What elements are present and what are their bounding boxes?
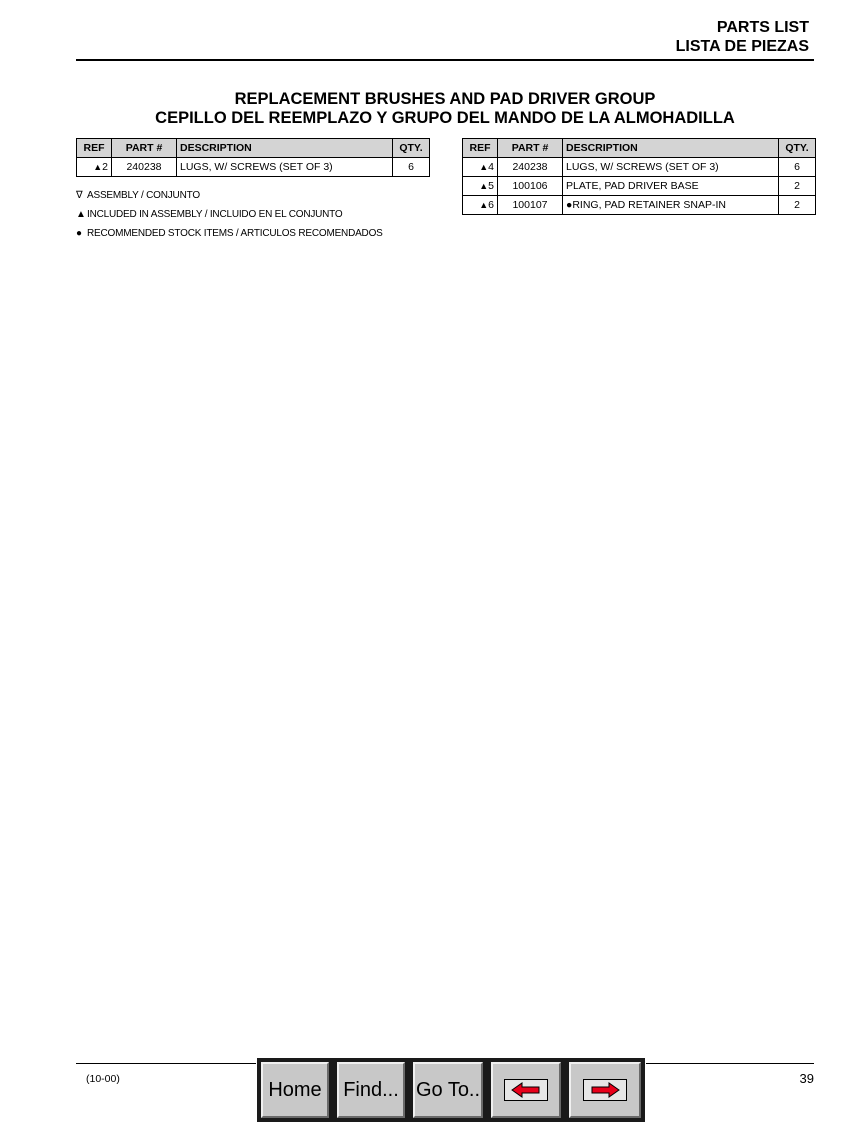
header-rule — [76, 59, 814, 61]
part-cell: 100107 — [498, 196, 563, 215]
table-row — [77, 158, 430, 177]
qty-cell: 6 — [779, 158, 816, 177]
header-title-es: LISTA DE PIEZAS — [675, 38, 809, 55]
section-title — [76, 90, 814, 128]
section-title-es: CEPILLO DEL REEMPLAZO Y GRUPO DEL MANDO DE LA ALMOHADILLA — [155, 109, 735, 127]
parts-table-left — [76, 138, 430, 177]
col-part: PART # — [498, 139, 563, 158]
ref-cell: ▲2 — [77, 158, 112, 177]
home-button[interactable] — [257, 1058, 333, 1122]
header-title-en: PARTS LIST — [716, 19, 809, 36]
col-qty: QTY. — [393, 139, 430, 158]
left-arrow-icon — [504, 1079, 548, 1101]
part-cell: 240238 — [112, 158, 177, 177]
goto-button-label[interactable]: Go To.. — [413, 1062, 483, 1118]
next-page-button[interactable] — [565, 1058, 645, 1122]
find-button-label[interactable]: Find... — [337, 1062, 405, 1118]
ref-cell: ▲5 — [463, 177, 498, 196]
description-cell: PLATE, PAD DRIVER BASE — [563, 177, 779, 196]
table-row — [463, 196, 816, 215]
symbol-legend — [76, 186, 383, 243]
table-row — [463, 158, 816, 177]
legend-item: ∇ ASSEMBLY / CONJUNTO — [76, 186, 383, 205]
included-triangle-icon: ▲ — [479, 200, 489, 210]
parts-table-right — [462, 138, 816, 215]
assembly-triangle-icon: ∇ — [76, 190, 83, 201]
goto-button[interactable] — [409, 1058, 487, 1122]
description-cell: LUGS, W/ SCREWS (SET OF 3) — [177, 158, 393, 177]
included-triangle-icon: ▲ — [76, 209, 86, 220]
table-row — [463, 177, 816, 196]
col-qty: QTY. — [779, 139, 816, 158]
ref-cell: ▲6 — [463, 196, 498, 215]
table-header-row — [77, 139, 430, 158]
col-ref: REF — [77, 139, 112, 158]
description-cell: LUGS, W/ SCREWS (SET OF 3) — [563, 158, 779, 177]
part-cell: 240238 — [498, 158, 563, 177]
find-button[interactable] — [333, 1058, 409, 1122]
col-description: DESCRIPTION — [563, 139, 779, 158]
section-title-en: REPLACEMENT BRUSHES AND PAD DRIVER GROUP — [234, 90, 656, 108]
included-triangle-icon: ▲ — [479, 181, 489, 191]
included-triangle-icon: ▲ — [93, 162, 103, 172]
qty-cell: 2 — [779, 196, 816, 215]
right-arrow-icon — [583, 1079, 627, 1101]
qty-cell: 6 — [393, 158, 430, 177]
previous-page-button[interactable] — [487, 1058, 565, 1122]
description-cell: ●RING, PAD RETAINER SNAP-IN — [563, 196, 779, 215]
ref-cell: ▲4 — [463, 158, 498, 177]
included-triangle-icon: ▲ — [479, 162, 489, 172]
col-part: PART # — [112, 139, 177, 158]
page-number: 39 — [799, 1071, 814, 1086]
col-description: DESCRIPTION — [177, 139, 393, 158]
legend-item: ▲INCLUDED IN ASSEMBLY / INCLUIDO EN EL CONJUNTO — [76, 205, 383, 224]
part-cell: 100106 — [498, 177, 563, 196]
legend-item: ● RECOMMENDED STOCK ITEMS / ARTICULOS RECOMENDADOS — [76, 224, 383, 243]
table-header-row — [463, 139, 816, 158]
page-header — [676, 18, 809, 56]
home-button-label[interactable]: Home — [261, 1062, 329, 1118]
footer-rule-left — [76, 1063, 256, 1064]
revision-date: (10-00) — [86, 1073, 120, 1085]
footer-rule-right — [646, 1063, 814, 1064]
col-ref: REF — [463, 139, 498, 158]
bullet-icon: ● — [76, 228, 82, 239]
qty-cell: 2 — [779, 177, 816, 196]
